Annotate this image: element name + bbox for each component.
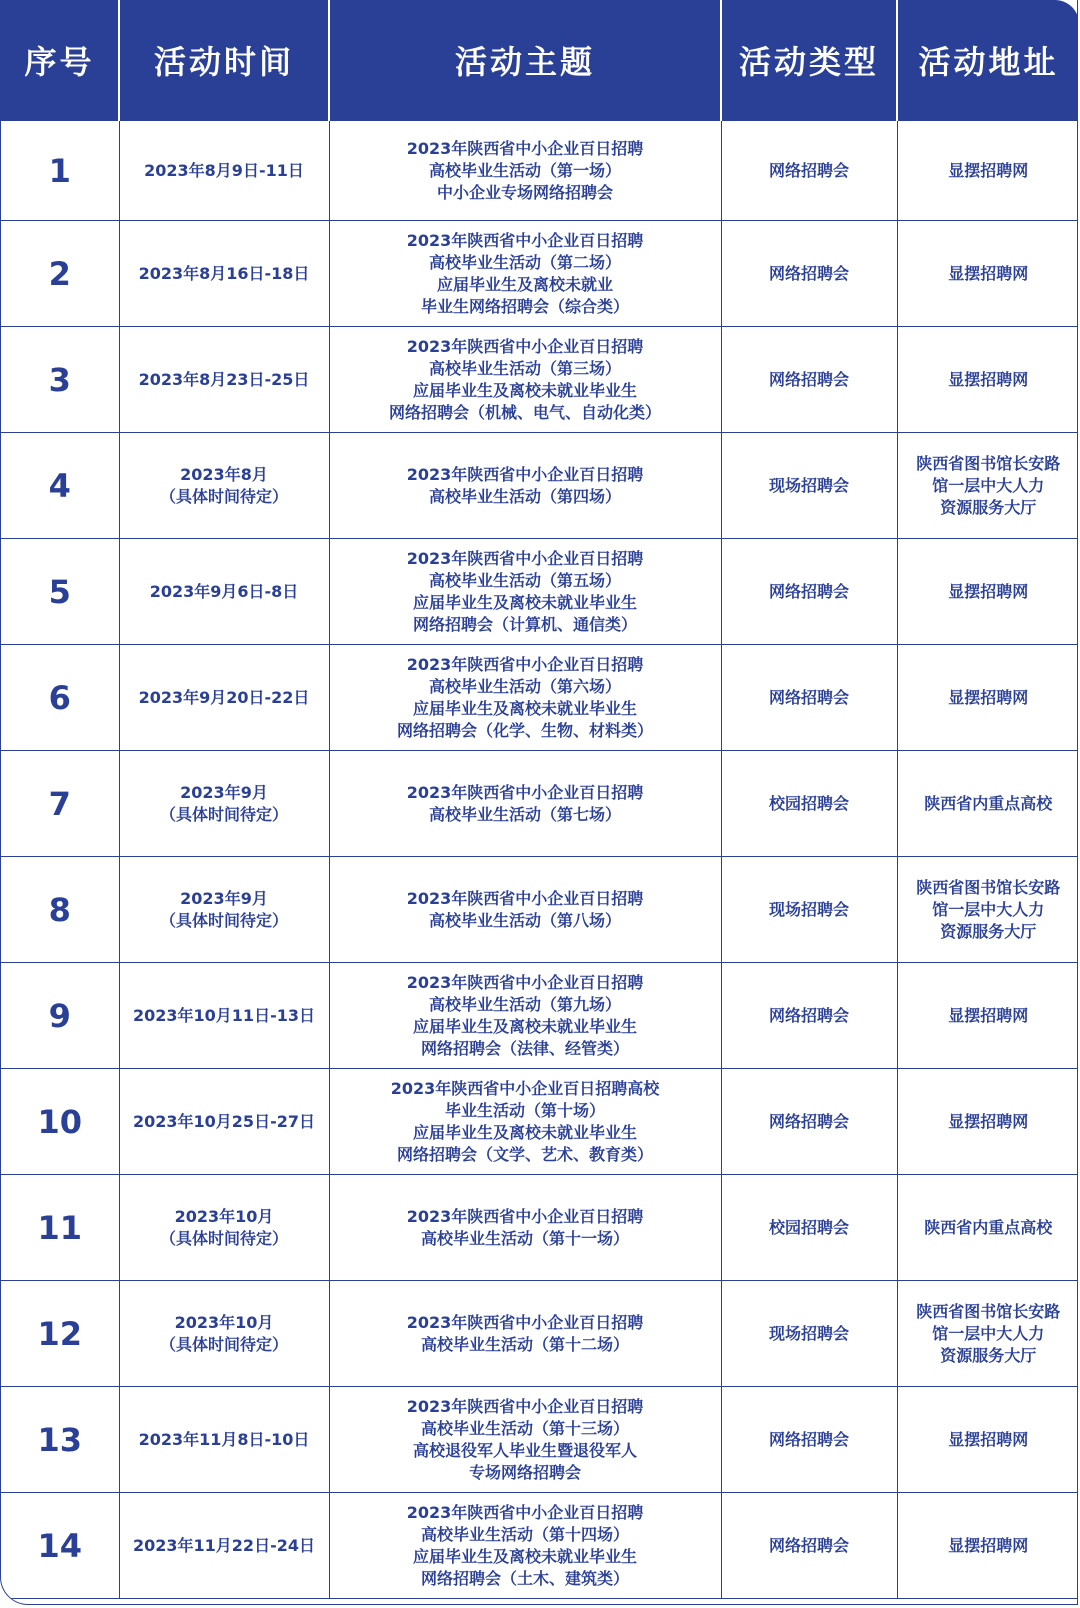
activity-theme-cell [329, 751, 721, 857]
table-row [1, 1069, 1078, 1175]
activity-theme-line: 毕业生活动（第十场） [444, 1100, 605, 1120]
activity-theme-line: 2023年陕西省中小企业百日招聘 [406, 1312, 644, 1332]
activity-time-line: （具体时间待定） [159, 1334, 288, 1354]
activity-address-cell [897, 1069, 1078, 1175]
activity-address-line: 陕西省图书馆长安路 [916, 453, 1061, 473]
header-theme: 活动主题 [329, 0, 721, 121]
table-row [1, 963, 1078, 1069]
activity-time-cell [119, 121, 329, 221]
activity-theme-line: 2023年陕西省中小企业百日招聘 [406, 548, 644, 568]
activity-time-line: 2023年9月6日-8日 [149, 581, 299, 601]
activity-theme-line: 2023年陕西省中小企业百日招聘 [406, 1396, 644, 1416]
activity-theme-cell [329, 539, 721, 645]
activity-address-line: 馆一层中大人力 [932, 1323, 1045, 1343]
activity-theme-line: 高校毕业生活动（第七场） [428, 804, 621, 824]
table-row [1, 1387, 1078, 1493]
activity-type: 网络招聘会 [721, 221, 897, 327]
activity-time-line: （具体时间待定） [159, 804, 288, 824]
activity-theme-line: 应届毕业生及离校未就业毕业生 [412, 380, 637, 400]
activity-theme-line: 2023年陕西省中小企业百日招聘 [406, 1502, 644, 1522]
row-number: 9 [1, 963, 119, 1069]
activity-address-cell [897, 221, 1078, 327]
row-number: 2 [1, 221, 119, 327]
activity-address-cell [897, 327, 1078, 433]
activity-address-line: 显摆招聘网 [948, 1005, 1029, 1025]
activity-theme-line: 应届毕业生及离校未就业毕业生 [412, 698, 637, 718]
activity-time-cell [119, 1281, 329, 1387]
activity-theme-line: 高校毕业生活动（第四场） [428, 486, 621, 506]
activity-theme-line: 中小企业专场网络招聘会 [436, 182, 613, 202]
activity-type: 现场招聘会 [721, 1281, 897, 1387]
activity-time-cell [119, 645, 329, 751]
activity-type: 网络招聘会 [721, 327, 897, 433]
header-row [1, 0, 1078, 121]
row-number: 5 [1, 539, 119, 645]
activity-theme-line: 高校毕业生活动（第五场） [428, 570, 621, 590]
activity-time-cell [119, 1387, 329, 1493]
activity-address-cell [897, 433, 1078, 539]
activity-address-line: 显摆招聘网 [948, 687, 1029, 707]
activity-address-cell [897, 963, 1078, 1069]
activity-theme-line: 高校毕业生活动（第二场） [428, 252, 621, 272]
activity-address-line: 显摆招聘网 [948, 581, 1029, 601]
activity-theme-line: 网络招聘会（计算机、通信类） [412, 614, 637, 634]
activity-time-cell [119, 1493, 329, 1599]
activity-theme-line: 2023年陕西省中小企业百日招聘 [406, 464, 644, 484]
activity-time-line: 2023年11月22日-24日 [133, 1535, 315, 1555]
row-number: 7 [1, 751, 119, 857]
header-type: 活动类型 [721, 0, 897, 121]
activity-theme-cell [329, 221, 721, 327]
activity-theme-cell [329, 1069, 721, 1175]
table-row [1, 433, 1078, 539]
row-number: 10 [1, 1069, 119, 1175]
activity-theme-line: 2023年陕西省中小企业百日招聘高校 [390, 1078, 660, 1098]
activity-theme-line: 应届毕业生及离校未就业毕业生 [412, 592, 637, 612]
activity-theme-cell [329, 327, 721, 433]
activity-address-line: 显摆招聘网 [948, 369, 1029, 389]
activity-theme-line: 高校毕业生活动（第十四场） [420, 1524, 629, 1544]
row-number: 12 [1, 1281, 119, 1387]
activity-theme-cell [329, 433, 721, 539]
activity-type: 现场招聘会 [721, 857, 897, 963]
activity-type: 网络招聘会 [721, 1069, 897, 1175]
activity-time-cell [119, 539, 329, 645]
activity-time-line: 2023年8月9日-11日 [144, 160, 304, 180]
activity-type: 网络招聘会 [721, 1493, 897, 1599]
activity-time-line: （具体时间待定） [159, 1228, 288, 1248]
activity-time-cell [119, 433, 329, 539]
activity-theme-line: 高校毕业生活动（第十一场） [420, 1228, 629, 1248]
activity-time-line: 2023年8月23日-25日 [138, 369, 310, 389]
activity-theme-cell [329, 645, 721, 751]
activity-time-line: 2023年9月 [180, 888, 268, 908]
activity-address-line: 馆一层中大人力 [932, 899, 1045, 919]
table-row [1, 327, 1078, 433]
activity-theme-cell [329, 1281, 721, 1387]
row-number: 14 [1, 1493, 119, 1599]
activity-address-line: 显摆招聘网 [948, 160, 1029, 180]
row-number: 3 [1, 327, 119, 433]
activity-time-line: 2023年10月25日-27日 [133, 1111, 315, 1131]
activity-time-cell [119, 751, 329, 857]
activity-theme-line: 高校毕业生活动（第六场） [428, 676, 621, 696]
activity-theme-line: 2023年陕西省中小企业百日招聘 [406, 1206, 644, 1226]
activity-theme-line: 2023年陕西省中小企业百日招聘 [406, 654, 644, 674]
table-row [1, 751, 1078, 857]
activity-theme-cell [329, 857, 721, 963]
activity-theme-line: 高校毕业生活动（第三场） [428, 358, 621, 378]
activity-address-line: 陕西省内重点高校 [924, 793, 1053, 813]
table-header [1, 0, 1078, 121]
activity-address-cell [897, 121, 1078, 221]
activity-theme-line: 毕业生网络招聘会（综合类） [420, 296, 629, 316]
table-row [1, 221, 1078, 327]
activity-theme-line: 高校毕业生活动（第一场） [428, 160, 621, 180]
activity-address-cell [897, 1175, 1078, 1281]
activity-address-cell [897, 539, 1078, 645]
activity-time-cell [119, 857, 329, 963]
activity-theme-cell [329, 121, 721, 221]
activity-address-cell [897, 1281, 1078, 1387]
activity-time-line: 2023年10月 [174, 1206, 274, 1226]
activity-theme-line: 2023年陕西省中小企业百日招聘 [406, 888, 644, 908]
activity-time-line: 2023年10月11日-13日 [133, 1005, 315, 1025]
table-row [1, 857, 1078, 963]
activity-type: 网络招聘会 [721, 645, 897, 751]
activity-time-line: 2023年11月8日-10日 [138, 1429, 310, 1449]
activity-theme-line: 网络招聘会（文学、艺术、教育类） [396, 1144, 653, 1164]
activity-address-cell [897, 751, 1078, 857]
table-row [1, 645, 1078, 751]
table-row [1, 539, 1078, 645]
table-row [1, 1281, 1078, 1387]
activity-type: 网络招聘会 [721, 963, 897, 1069]
activity-theme-line: 应届毕业生及离校未就业 [436, 274, 613, 294]
activity-theme-line: 应届毕业生及离校未就业毕业生 [412, 1122, 637, 1142]
activity-time-line: 2023年10月 [174, 1312, 274, 1332]
activity-theme-cell [329, 963, 721, 1069]
row-number: 4 [1, 433, 119, 539]
row-number: 13 [1, 1387, 119, 1493]
row-number: 1 [1, 121, 119, 221]
activity-time-line: 2023年9月 [180, 782, 268, 802]
activity-time-cell [119, 1175, 329, 1281]
activity-theme-line: 2023年陕西省中小企业百日招聘 [406, 336, 644, 356]
activity-theme-line: 高校毕业生活动（第十二场） [420, 1334, 629, 1354]
row-number: 6 [1, 645, 119, 751]
activity-theme-line: 专场网络招聘会 [468, 1462, 581, 1482]
activity-theme-line: 网络招聘会（土木、建筑类） [420, 1568, 629, 1588]
activity-type: 校园招聘会 [721, 751, 897, 857]
activity-address-line: 陕西省内重点高校 [924, 1217, 1053, 1237]
activity-theme-line: 网络招聘会（法律、经管类） [420, 1038, 629, 1058]
activity-time-line: （具体时间待定） [159, 486, 288, 506]
activity-address-cell [897, 857, 1078, 963]
activity-time-line: （具体时间待定） [159, 910, 288, 930]
row-number: 8 [1, 857, 119, 963]
activity-address-cell [897, 1387, 1078, 1493]
table-row [1, 1175, 1078, 1281]
activity-time-line: 2023年8月 [180, 464, 268, 484]
schedule-table [1, 0, 1078, 1599]
activity-theme-line: 2023年陕西省中小企业百日招聘 [406, 972, 644, 992]
activity-time-line: 2023年8月16日-18日 [138, 263, 310, 283]
activity-type: 网络招聘会 [721, 121, 897, 221]
activity-theme-cell [329, 1493, 721, 1599]
activity-type: 网络招聘会 [721, 1387, 897, 1493]
activity-theme-line: 2023年陕西省中小企业百日招聘 [406, 230, 644, 250]
activity-address-line: 资源服务大厅 [940, 921, 1037, 941]
activity-theme-line: 高校毕业生活动（第九场） [428, 994, 621, 1014]
header-address: 活动地址 [897, 0, 1078, 121]
row-number: 11 [1, 1175, 119, 1281]
activity-theme-cell [329, 1175, 721, 1281]
activity-theme-line: 2023年陕西省中小企业百日招聘 [406, 782, 644, 802]
activity-address-line: 陕西省图书馆长安路 [916, 1301, 1061, 1321]
activity-theme-line: 2023年陕西省中小企业百日招聘 [406, 138, 644, 158]
activity-address-line: 馆一层中大人力 [932, 475, 1045, 495]
activity-type: 现场招聘会 [721, 433, 897, 539]
activity-address-line: 资源服务大厅 [940, 497, 1037, 517]
activity-theme-cell [329, 1387, 721, 1493]
activity-theme-line: 高校毕业生活动（第十三场） [420, 1418, 629, 1438]
activity-type: 校园招聘会 [721, 1175, 897, 1281]
header-time: 活动时间 [119, 0, 329, 121]
activity-address-line: 显摆招聘网 [948, 1535, 1029, 1555]
table-body [1, 121, 1078, 1599]
activity-address-cell [897, 645, 1078, 751]
activity-theme-line: 应届毕业生及离校未就业毕业生 [412, 1546, 637, 1566]
activity-address-cell [897, 1493, 1078, 1599]
activity-address-line: 显摆招聘网 [948, 263, 1029, 283]
header-no: 序号 [1, 0, 119, 121]
activity-theme-line: 高校毕业生活动（第八场） [428, 910, 621, 930]
activity-type: 网络招聘会 [721, 539, 897, 645]
activity-theme-line: 应届毕业生及离校未就业毕业生 [412, 1016, 637, 1036]
activity-theme-line: 高校退役军人毕业生暨退役军人 [412, 1440, 637, 1460]
activity-time-cell [119, 1069, 329, 1175]
table-row [1, 1493, 1078, 1599]
activity-theme-line: 网络招聘会（机械、电气、自动化类） [388, 402, 661, 422]
table-row [1, 121, 1078, 221]
activity-time-line: 2023年9月20日-22日 [138, 687, 310, 707]
activity-address-line: 陕西省图书馆长安路 [916, 877, 1061, 897]
activity-theme-line: 网络招聘会（化学、生物、材料类） [396, 720, 653, 740]
activity-time-cell [119, 963, 329, 1069]
activity-address-line: 资源服务大厅 [940, 1345, 1037, 1365]
activity-time-cell [119, 221, 329, 327]
activity-address-line: 显摆招聘网 [948, 1111, 1029, 1131]
activity-address-line: 显摆招聘网 [948, 1429, 1029, 1449]
activity-time-cell [119, 327, 329, 433]
